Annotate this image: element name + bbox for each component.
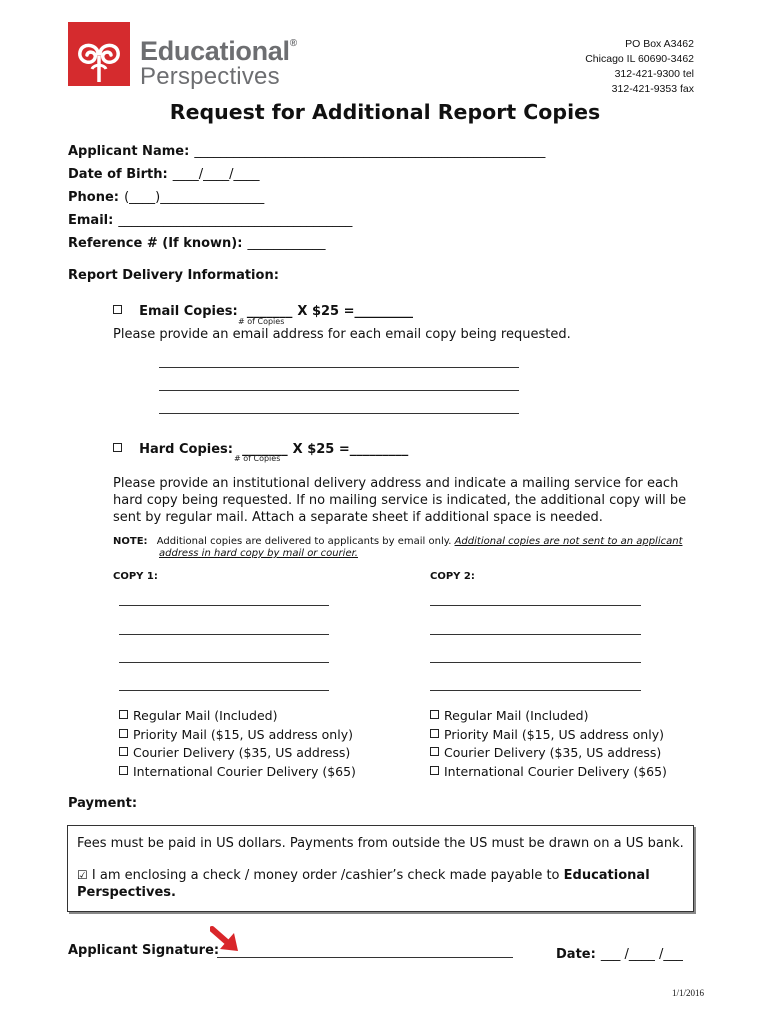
reference-field[interactable]	[68, 232, 326, 251]
payment-check-text: I am enclosing a check / money order /cashier’s check made payable to	[91, 868, 564, 883]
payment-payee: Educational Perspectives.	[77, 868, 650, 900]
copy1-mail-options	[119, 707, 356, 781]
copy1-address-line-4[interactable]	[119, 690, 329, 691]
checkbox-icon[interactable]	[119, 729, 128, 738]
delivery-heading: Report Delivery Information:	[68, 268, 279, 283]
signature-date-field[interactable]	[556, 943, 683, 962]
note-block	[113, 536, 682, 547]
payment-heading: Payment:	[68, 796, 138, 811]
hard-copies-checkbox[interactable]	[113, 443, 122, 452]
copy1-option-courier[interactable]: Courier Delivery ($35, US address)	[119, 744, 356, 763]
copy2-address-line-2[interactable]	[430, 634, 641, 635]
email-label: Email:	[68, 213, 114, 228]
copy2-mail-options	[430, 707, 667, 781]
email-copies-formula: X $25 =	[297, 304, 355, 319]
copy1-option-priority[interactable]: Priority Mail ($15, US address only)	[119, 726, 356, 745]
hard-copies-instruction: Please provide an institutional delivery address and indicate a mailing service for each hard copy being requested. If no mailing service is indicated, the additional copy will be sent by regular mail. Attach a separate sheet if additional space is needed.	[113, 476, 687, 525]
copy2-address-line-4[interactable]	[430, 690, 641, 691]
email-copies-caption: # of Copies	[238, 317, 285, 326]
hard-copies-count-blank[interactable]: _______	[242, 442, 288, 457]
copy2-label: COPY 2:	[430, 571, 475, 582]
page-title: Request for Additional Report Copies	[169, 100, 601, 124]
copy2-option-priority[interactable]: Priority Mail ($15, US address only)	[430, 726, 667, 745]
educational-perspectives-logo-icon	[68, 22, 130, 86]
copy1-address-line-2[interactable]	[119, 634, 329, 635]
email-copies-count-blank[interactable]: _______	[246, 304, 293, 319]
logo-wordmark-line1: Educational®	[140, 36, 297, 66]
footer-date: 1/1/2016	[671, 988, 704, 998]
note-label: NOTE:	[113, 536, 148, 547]
email-address-line-3[interactable]	[159, 413, 519, 414]
signature-label: Applicant Signature:	[68, 943, 220, 958]
copy1-option-regular[interactable]: Regular Mail (Included)	[119, 707, 356, 726]
logo-wordmark-line2: Perspectives	[140, 63, 280, 90]
payment-box	[67, 825, 694, 912]
signature-line[interactable]	[217, 957, 513, 958]
hard-copies-formula: X $25 =	[292, 442, 350, 457]
copy1-label: COPY 1:	[113, 571, 158, 582]
applicant-name-blank[interactable]: ______________________________________________________	[194, 144, 546, 159]
checkbox-icon[interactable]	[119, 710, 128, 719]
copy1-address-line-3[interactable]	[119, 662, 329, 663]
mailing-address	[585, 37, 694, 97]
email-field[interactable]	[68, 209, 352, 228]
email-address-line-1[interactable]	[159, 367, 519, 368]
copy1-address-line-1[interactable]	[119, 605, 329, 606]
reference-blank[interactable]: ____________	[247, 236, 326, 251]
checkbox-icon[interactable]	[430, 710, 439, 719]
payment-check-statement	[77, 867, 677, 901]
date-of-birth-label: Date of Birth:	[68, 167, 168, 182]
address-line: 312-421-9300 tel	[614, 68, 694, 80]
hard-copies-label: Hard Copies:	[139, 442, 233, 457]
address-line: Chicago IL 60690-3462	[585, 53, 694, 65]
checkbox-icon[interactable]	[430, 729, 439, 738]
copy2-option-regular[interactable]: Regular Mail (Included)	[430, 707, 667, 726]
sign-here-arrow-icon	[210, 925, 242, 955]
copy1-option-international[interactable]: International Courier Delivery ($65)	[119, 763, 356, 782]
date-of-birth-blank[interactable]: ____/____/____	[172, 167, 260, 182]
copy2-address-line-1[interactable]	[430, 605, 641, 606]
payment-fees-text: Fees must be paid in US dollars. Payments from outside the US must be drawn on a US bank.	[77, 836, 684, 851]
hard-copies-caption: # of Copies	[234, 454, 281, 463]
checkbox-icon[interactable]	[119, 747, 128, 756]
email-blank[interactable]: ____________________________________	[118, 213, 353, 228]
email-copies-checkbox[interactable]	[113, 305, 122, 314]
phone-label: Phone:	[68, 190, 119, 205]
copy2-address-line-3[interactable]	[430, 662, 641, 663]
phone-field[interactable]	[68, 186, 264, 205]
email-copies-total-blank[interactable]: _________	[354, 304, 414, 319]
email-copies-label: Email Copies:	[139, 304, 238, 319]
copy2-option-international[interactable]: International Courier Delivery ($65)	[430, 763, 667, 782]
checked-checkbox-icon[interactable]: ☑	[77, 868, 88, 882]
signature-date-blank[interactable]: ___ /____ /___	[600, 947, 683, 962]
note-text: Additional copies are delivered to applicants by email only.	[156, 536, 452, 547]
date-of-birth-field[interactable]	[68, 163, 260, 182]
reference-label: Reference # (If known):	[68, 236, 243, 251]
phone-blank[interactable]: (____)________________	[124, 190, 265, 205]
applicant-name-field[interactable]	[68, 140, 545, 159]
signature-date-label: Date:	[556, 947, 596, 962]
email-address-line-2[interactable]	[159, 390, 519, 391]
note-italic-1: Additional copies are not sent to an applicant	[454, 536, 683, 547]
checkbox-icon[interactable]	[430, 747, 439, 756]
checkbox-icon[interactable]	[430, 766, 439, 775]
email-copies-instruction: Please provide an email address for each email copy being requested.	[113, 327, 571, 342]
address-line: 312-421-9353 fax	[611, 83, 694, 95]
note-italic-2: address in hard copy by mail or courier.	[159, 548, 358, 559]
address-line: PO Box A3462	[625, 38, 694, 50]
applicant-name-label: Applicant Name:	[68, 144, 190, 159]
hard-copies-total-blank[interactable]: _________	[349, 442, 409, 457]
copy2-option-courier[interactable]: Courier Delivery ($35, US address)	[430, 744, 667, 763]
checkbox-icon[interactable]	[119, 766, 128, 775]
